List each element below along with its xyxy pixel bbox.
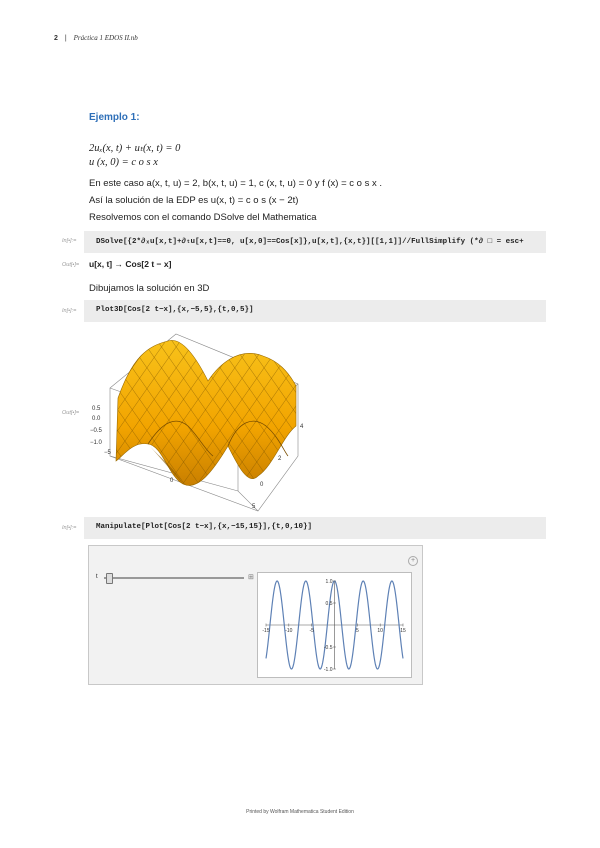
manipulate-plot-pane — [257, 572, 412, 678]
example-title: Ejemplo 1: — [89, 112, 140, 123]
slider-options-icon[interactable]: ⊞ — [248, 574, 254, 581]
t-tick: 2 — [278, 456, 282, 462]
x-tick: −5 — [104, 450, 111, 456]
x-tick-label: -10 — [285, 628, 293, 634]
t-tick: 4 — [300, 424, 304, 430]
x-tick: 5 — [252, 504, 256, 510]
y-tick-label: -0.5 — [323, 644, 333, 651]
slider-label: t — [96, 574, 98, 580]
cos-plot — [258, 573, 411, 677]
in-label: In[•]:= — [62, 525, 77, 531]
dsolve-output: u[x, t] → Cos[2 t − x] — [89, 259, 172, 269]
pde-equation: 2uₓ(x, t) + uₜ(x, t) = 0 — [89, 143, 181, 154]
z-tick: −0.5 — [90, 428, 102, 434]
y-tick-label: -1.0 — [323, 666, 333, 673]
surface-mesh — [116, 340, 296, 485]
out-label: Out[•]= — [62, 410, 80, 416]
out-label: Out[•]= — [62, 262, 80, 268]
x-tick-label: 5 — [355, 628, 359, 634]
x-tick-label: -5 — [309, 628, 314, 634]
footer-text: Printed by Wolfram Mathematica Student Edition — [246, 809, 354, 815]
x-tick-label: 10 — [377, 628, 383, 634]
plot3d-code[interactable]: Plot3D[Cos[2 t−x],{x,−5,5},{t,0,5}] — [96, 306, 254, 314]
in-label: In[•]:= — [62, 238, 77, 244]
initial-condition: u (x, 0) = c o s x — [89, 157, 158, 168]
x-tick: 0 — [170, 478, 174, 484]
z-tick: −1.0 — [90, 440, 102, 446]
page-number: 2 — [54, 35, 58, 42]
manipulate-code[interactable]: Manipulate[Plot[Cos[2 t−x],{x,−15,15}],{t,0,10}] — [96, 523, 313, 531]
expand-plus-icon[interactable]: + — [408, 556, 418, 566]
solve-with-text: Resolvemos con el comando DSolve del Mathematica — [89, 212, 317, 223]
t-slider-track[interactable] — [104, 577, 244, 579]
case-text: En este caso a(x, t, u) = 2, b(x, t, u) = 1, c (x, t, u) = 0 y f (x) = c o s x . — [89, 178, 383, 189]
x-tick-label: -15 — [262, 628, 270, 634]
header-separator: | — [64, 35, 67, 42]
z-tick: 0.5 — [92, 406, 101, 412]
t-slider-thumb[interactable] — [106, 573, 113, 584]
y-tick-label: 0.5 — [325, 600, 333, 607]
solution-text: Así la solución de la EDP es u(x, t) = c o s (x − 2t) — [89, 195, 299, 206]
t-tick: 0 — [260, 482, 264, 488]
plot3d-surface[interactable] — [88, 326, 318, 516]
y-tick-label: 1.0 — [325, 578, 333, 585]
manipulate-panel — [88, 545, 423, 685]
dsolve-code[interactable]: DSolve[{2*∂ₓu[x,t]+∂ₜu[x,t]==0, u[x,0]==Cos[x]},u[x,t],{x,t}][[1,1]]//FullSimplify (*∂ □ = esc+ — [96, 238, 524, 246]
page-header — [54, 34, 138, 42]
z-tick: 0.0 — [92, 416, 101, 422]
plot3d-intro-text: Dibujamos la solución en 3D — [89, 283, 210, 294]
x-tick-label: 15 — [400, 628, 406, 634]
notebook-filename: Práctica 1 EDOS II.nb — [73, 34, 138, 42]
in-label: In[•]:= — [62, 308, 77, 314]
